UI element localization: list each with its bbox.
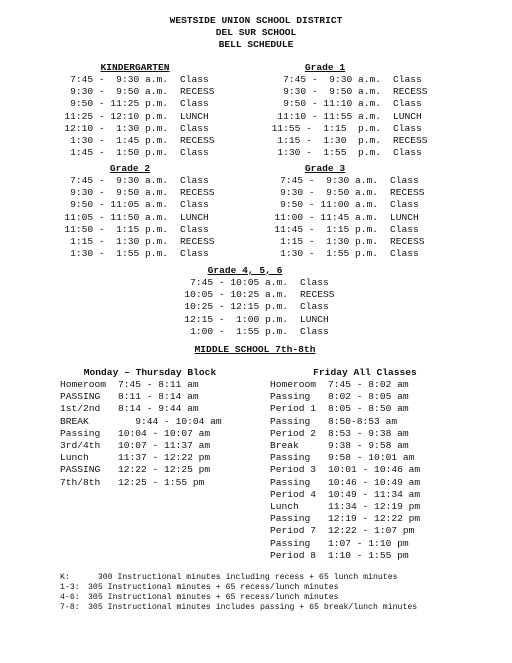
period-row <box>60 428 248 440</box>
time-range: 7:45 - 9:30 a.m. <box>280 175 378 186</box>
activity: Class <box>393 147 422 159</box>
time-range: 12:10 - 1:30 p.m. <box>64 122 168 134</box>
schedule-row <box>265 199 450 211</box>
period-row <box>270 489 458 501</box>
time-range: 11:55 - 1:15 p.m. <box>271 122 381 134</box>
time-range: 1:45 - 1:50 p.m. <box>70 147 168 159</box>
period-row <box>270 452 458 464</box>
period-name: Passing <box>270 452 311 464</box>
period-row <box>270 391 458 403</box>
activity: Class <box>390 223 419 235</box>
grade1-title: Grade 1 <box>304 62 346 73</box>
activity: Class <box>180 248 209 260</box>
period-row <box>270 403 458 415</box>
activity: Class <box>393 122 422 134</box>
footnote-row <box>60 593 417 603</box>
schedule-row <box>55 199 240 211</box>
period-time: 12:22 - 1:07 pm <box>328 525 415 537</box>
minutes-footnotes <box>60 573 417 613</box>
period-row <box>270 513 458 525</box>
period-row <box>270 379 458 391</box>
grade456-title: Grade 4, 5, 6 <box>207 265 283 276</box>
activity: Class <box>300 301 329 313</box>
footnote-key: K: <box>60 573 70 582</box>
footnote-row <box>60 573 417 583</box>
time-range: 1:15 - 1:30 p.m. <box>70 236 168 248</box>
activity: Class <box>393 74 422 85</box>
schedule-row <box>265 212 450 224</box>
time-range: 11:05 - 11:50 a.m. <box>64 211 168 223</box>
period-time: 8:11 - 8:14 am <box>118 391 199 403</box>
schedule-row <box>168 289 360 301</box>
activity: LUNCH <box>300 313 329 325</box>
period-time: 7:45 - 8:02 am <box>328 379 409 390</box>
period-time: 10:46 - 10:49 am <box>328 476 421 488</box>
schedule-row <box>55 86 240 98</box>
period-name: Period 3 <box>270 464 317 476</box>
time-range: 7:45 - 9:30 a.m. <box>70 74 168 85</box>
time-range: 11:25 - 12:10 p.m. <box>64 110 168 122</box>
period-time: 12:22 - 12:25 pm <box>118 464 211 476</box>
grade1-schedule <box>265 74 453 159</box>
schedule-row <box>168 301 360 313</box>
period-name: Homeroom <box>270 379 317 390</box>
time-range: 9:50 - 11:25 p.m. <box>70 98 168 110</box>
activity: Class <box>300 277 329 288</box>
period-row <box>270 416 458 428</box>
schedule-row <box>55 147 240 159</box>
kindergarten-schedule <box>55 74 240 159</box>
school-name: DEL SUR SCHOOL <box>215 27 297 38</box>
period-name: Lunch <box>60 452 89 464</box>
period-time: 1:10 - 1:55 pm <box>328 549 409 561</box>
time-range: 7:45 - 9:30 a.m. <box>283 74 381 85</box>
period-row <box>60 403 248 415</box>
period-name: 1st/2nd <box>60 403 101 415</box>
schedule-row <box>55 98 240 110</box>
schedule-row <box>265 248 450 260</box>
time-range: 1:30 - 1:55 p.m. <box>277 147 381 159</box>
activity: RECESS <box>180 187 215 199</box>
schedule-row <box>168 277 360 289</box>
schedule-row <box>55 212 240 224</box>
period-time: 12:25 - 1:55 pm <box>118 476 205 488</box>
activity: Class <box>180 223 209 235</box>
activity: RECESS <box>180 236 215 248</box>
period-name: Passing <box>270 476 311 488</box>
time-range: 1:15 - 1:30 p.m. <box>280 236 378 248</box>
period-time: 10:49 - 11:34 am <box>328 488 421 500</box>
activity: Class <box>180 175 209 186</box>
activity: Class <box>390 248 419 260</box>
period-row <box>60 440 248 452</box>
schedule-row <box>55 224 240 236</box>
activity: Class <box>393 98 422 110</box>
schedule-row <box>168 314 360 326</box>
time-range: 9:30 - 9:50 a.m. <box>283 86 381 98</box>
schedule-row <box>265 74 453 86</box>
time-range: 1:15 - 1:30 p.m. <box>277 135 381 147</box>
period-time: 10:04 - 10:07 am <box>118 427 211 439</box>
period-name: Lunch <box>270 501 299 513</box>
activity: Class <box>300 325 329 337</box>
schedule-row <box>55 74 240 86</box>
period-row <box>270 477 458 489</box>
schedule-row <box>55 248 240 260</box>
time-range: 11:00 - 11:45 a.m. <box>274 211 378 223</box>
period-name: Passing <box>270 513 311 525</box>
period-name: Period 8 <box>270 549 317 561</box>
period-time: 10:07 - 11:37 am <box>118 440 211 452</box>
schedule-row <box>265 111 453 123</box>
middle-school-title: MIDDLE SCHOOL 7th-8th <box>194 344 316 355</box>
period-time: 8:53 - 9:38 am <box>328 427 409 439</box>
schedule-row <box>265 98 453 110</box>
activity: Class <box>180 122 209 134</box>
schedule-row <box>265 147 453 159</box>
activity: RECESS <box>390 236 425 248</box>
time-range: 9:30 - 9:50 a.m. <box>70 187 168 199</box>
kindergarten-title: KINDERGARTEN <box>100 62 170 73</box>
period-time: 9:58 - 10:01 am <box>328 452 415 464</box>
period-name: Period 2 <box>270 427 317 439</box>
schedule-row <box>55 175 240 187</box>
period-time: 8:14 - 9:44 am <box>118 403 199 415</box>
period-time: 8:02 - 8:05 am <box>328 391 409 403</box>
period-name: 3rd/4th <box>60 440 101 452</box>
activity: RECESS <box>390 187 425 199</box>
period-time: 10:01 - 10:46 am <box>328 464 421 476</box>
time-range: 9:30 - 9:50 a.m. <box>280 187 378 199</box>
footnote-row <box>60 603 417 613</box>
period-row <box>60 391 248 403</box>
period-name: Homeroom <box>60 379 107 390</box>
period-time: 9:44 - 10:04 am <box>118 415 222 427</box>
period-name: Period 7 <box>270 525 317 537</box>
period-time: 8:50-8:53 am <box>328 415 398 427</box>
document-title: BELL SCHEDULE <box>218 39 294 50</box>
time-range: 1:30 - 1:45 p.m. <box>70 135 168 147</box>
activity: LUNCH <box>180 110 209 122</box>
period-row <box>270 464 458 476</box>
activity: LUNCH <box>180 211 209 223</box>
schedule-row <box>55 187 240 199</box>
period-name: Passing <box>270 415 311 427</box>
period-time: 1:07 - 1:10 pm <box>328 537 409 549</box>
schedule-row <box>265 86 453 98</box>
time-range: 11:50 - 1:15 p.m. <box>64 223 168 235</box>
period-time: 11:34 - 12:19 pm <box>328 501 421 513</box>
period-name: BREAK <box>60 415 89 427</box>
footnote-text: 305 Instructional minutes includes passing + 65 break/lunch minutes <box>88 603 418 612</box>
schedule-row <box>265 224 450 236</box>
activity: Class <box>180 199 209 211</box>
grade3-title: Grade 3 <box>304 163 346 174</box>
time-range: 9:50 - 11:05 a.m. <box>70 199 168 211</box>
footnote-key: 4-6: <box>60 593 80 602</box>
activity: RECESS <box>180 86 215 98</box>
time-range: 12:15 - 1:00 p.m. <box>184 313 288 325</box>
grade2-schedule <box>55 175 240 260</box>
period-time: 7:45 - 8:11 am <box>118 379 199 390</box>
schedule-row <box>265 236 450 248</box>
activity: Class <box>390 175 419 186</box>
period-time: 9:38 - 9:58 am <box>328 440 409 452</box>
period-row <box>270 525 458 537</box>
time-range: 10:05 - 10:25 a.m. <box>184 289 288 301</box>
time-range: 9:50 - 11:10 a.m. <box>283 98 381 110</box>
period-row <box>60 416 248 428</box>
grade3-schedule <box>265 175 450 260</box>
period-name: PASSING <box>60 464 101 476</box>
period-name: Passing <box>270 537 311 549</box>
footnote-row <box>60 583 417 593</box>
period-row <box>60 379 248 391</box>
activity: RECESS <box>300 289 335 301</box>
schedule-row <box>168 326 360 338</box>
footnote-key: 7-8: <box>60 603 80 612</box>
time-range: 9:30 - 9:50 a.m. <box>70 86 168 98</box>
period-name: PASSING <box>60 391 101 403</box>
activity: Class <box>390 199 419 211</box>
period-row <box>270 440 458 452</box>
mon-thu-title: Monday – Thursday Block <box>83 367 217 378</box>
mon-thu-schedule <box>60 379 248 489</box>
time-range: 7:45 - 9:30 a.m. <box>70 175 168 186</box>
schedule-row <box>55 123 240 135</box>
period-row <box>60 464 248 476</box>
period-name: Break <box>270 440 299 452</box>
grade2-title: Grade 2 <box>109 163 151 174</box>
time-range: 10:25 - 12:15 p.m. <box>184 301 288 313</box>
time-range: 9:50 - 11:00 a.m. <box>280 199 378 211</box>
period-row <box>270 538 458 550</box>
time-range: 1:00 - 1:55 p.m. <box>190 325 288 337</box>
period-name: Passing <box>270 391 311 403</box>
period-name: Period 1 <box>270 403 317 415</box>
activity: Class <box>180 98 209 110</box>
period-name: Passing <box>60 427 101 439</box>
period-row <box>270 428 458 440</box>
schedule-row <box>265 175 450 187</box>
period-time: 8:05 - 8:50 am <box>328 403 409 415</box>
schedule-row <box>265 135 453 147</box>
activity: RECESS <box>180 135 215 147</box>
activity: RECESS <box>393 86 428 98</box>
schedule-row <box>55 111 240 123</box>
schedule-row <box>265 187 450 199</box>
period-row <box>270 501 458 513</box>
activity: LUNCH <box>390 211 419 223</box>
period-time: 11:37 - 12:22 pm <box>118 452 211 464</box>
time-range: 1:30 - 1:55 p.m. <box>70 248 168 260</box>
time-range: 11:45 - 1:15 p.m. <box>274 223 378 235</box>
period-name: 7th/8th <box>60 476 101 488</box>
schedule-row <box>55 236 240 248</box>
friday-title: Friday All Classes <box>313 367 417 378</box>
friday-schedule <box>270 379 458 562</box>
grade456-schedule <box>168 277 360 338</box>
footnote-text: 305 Instructional minutes + 65 recess/lunch minutes <box>88 593 339 602</box>
footnote-key: 1-3: <box>60 583 80 592</box>
time-range: 1:30 - 1:55 p.m. <box>280 248 378 260</box>
district-name: WESTSIDE UNION SCHOOL DISTRICT <box>169 15 343 26</box>
schedule-row <box>265 123 453 135</box>
period-time: 12:19 - 12:22 pm <box>328 513 421 525</box>
activity: Class <box>180 74 209 85</box>
period-row <box>60 452 248 464</box>
footnote-text: 300 Instructional minutes including recess + 65 lunch minutes <box>88 573 398 582</box>
period-name: Period 4 <box>270 488 317 500</box>
activity: Class <box>180 147 209 159</box>
time-range: 7:45 - 10:05 a.m. <box>190 277 288 288</box>
activity: LUNCH <box>393 110 422 122</box>
period-row <box>60 477 248 489</box>
period-row <box>270 550 458 562</box>
time-range: 11:10 - 11:55 a.m. <box>277 110 381 122</box>
footnote-text: 305 Instructional minutes + 65 recess/lunch minutes <box>88 583 339 592</box>
activity: RECESS <box>393 135 428 147</box>
schedule-row <box>55 135 240 147</box>
